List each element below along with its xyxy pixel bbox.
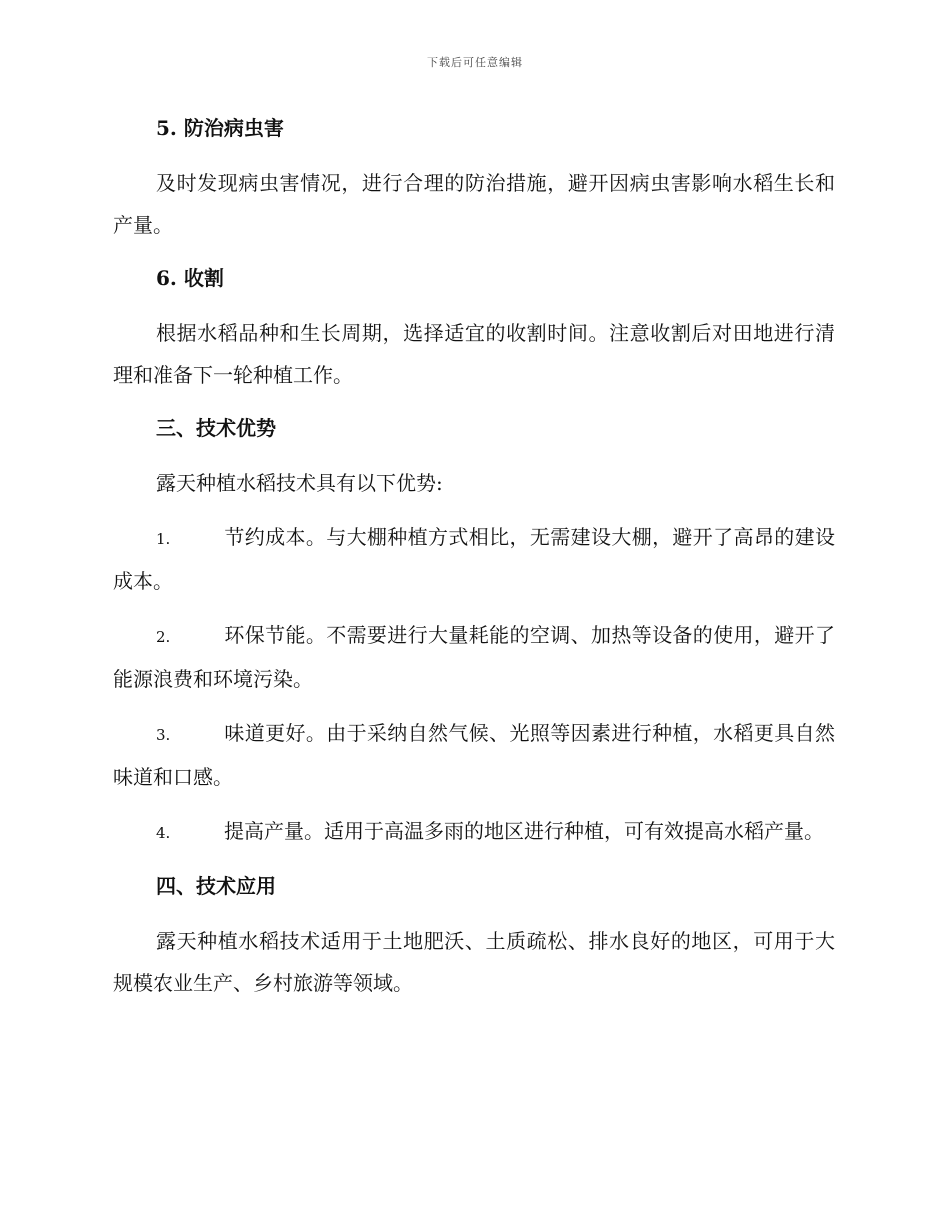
section-heading-harvest: 6. 收割 [156,266,224,290]
list-item-number: 1. [156,530,171,548]
list-item [113,712,835,798]
section-heading-application: 四、技术应用 [156,874,276,898]
document-body [113,108,835,1016]
list-item-text: 环保节能。不需要进行大量耗能的空调、加热等设备的使用，避开了能源浪费和环境污染。 [113,623,835,691]
list-item-text: 节约成本。与大棚种植方式相比，无需建设大棚，避开了高昂的建设成本。 [113,525,835,593]
page-header: 下载后可任意编辑 [427,56,523,69]
list-item-number: 4. [156,824,171,842]
list-item-number: 2. [156,628,171,646]
section-heading-advantages: 三、技术优势 [156,416,276,440]
list-item [113,516,835,602]
paragraph-harvest: 根据水稻品种和生长周期，选择适宜的收割时间。注意收割后对田地进行清理和准备下一轮种植工作。 [113,321,835,387]
paragraph-application: 露天种植水稻技术适用于土地肥沃、土质疏松、排水良好的地区，可用于大规模农业生产、乡村旅游等领域。 [113,929,835,995]
list-item [113,810,835,854]
list-item-text: 味道更好。由于采纳自然气候、光照等因素进行种植，水稻更具自然味道和口感。 [113,721,835,789]
paragraph-advantages-intro: 露天种植水稻技术具有以下优势: [156,471,443,495]
list-item-text: 提高产量。适用于高温多雨的地区进行种植，可有效提高水稻产量。 [224,819,824,843]
list-item [113,614,835,700]
paragraph-pest-control: 及时发现病虫害情况，进行合理的防治措施，避开因病虫害影响水稻生长和产量。 [113,171,835,237]
section-heading-pest-control: 5. 防治病虫害 [156,116,284,140]
list-item-number: 3. [156,726,171,744]
